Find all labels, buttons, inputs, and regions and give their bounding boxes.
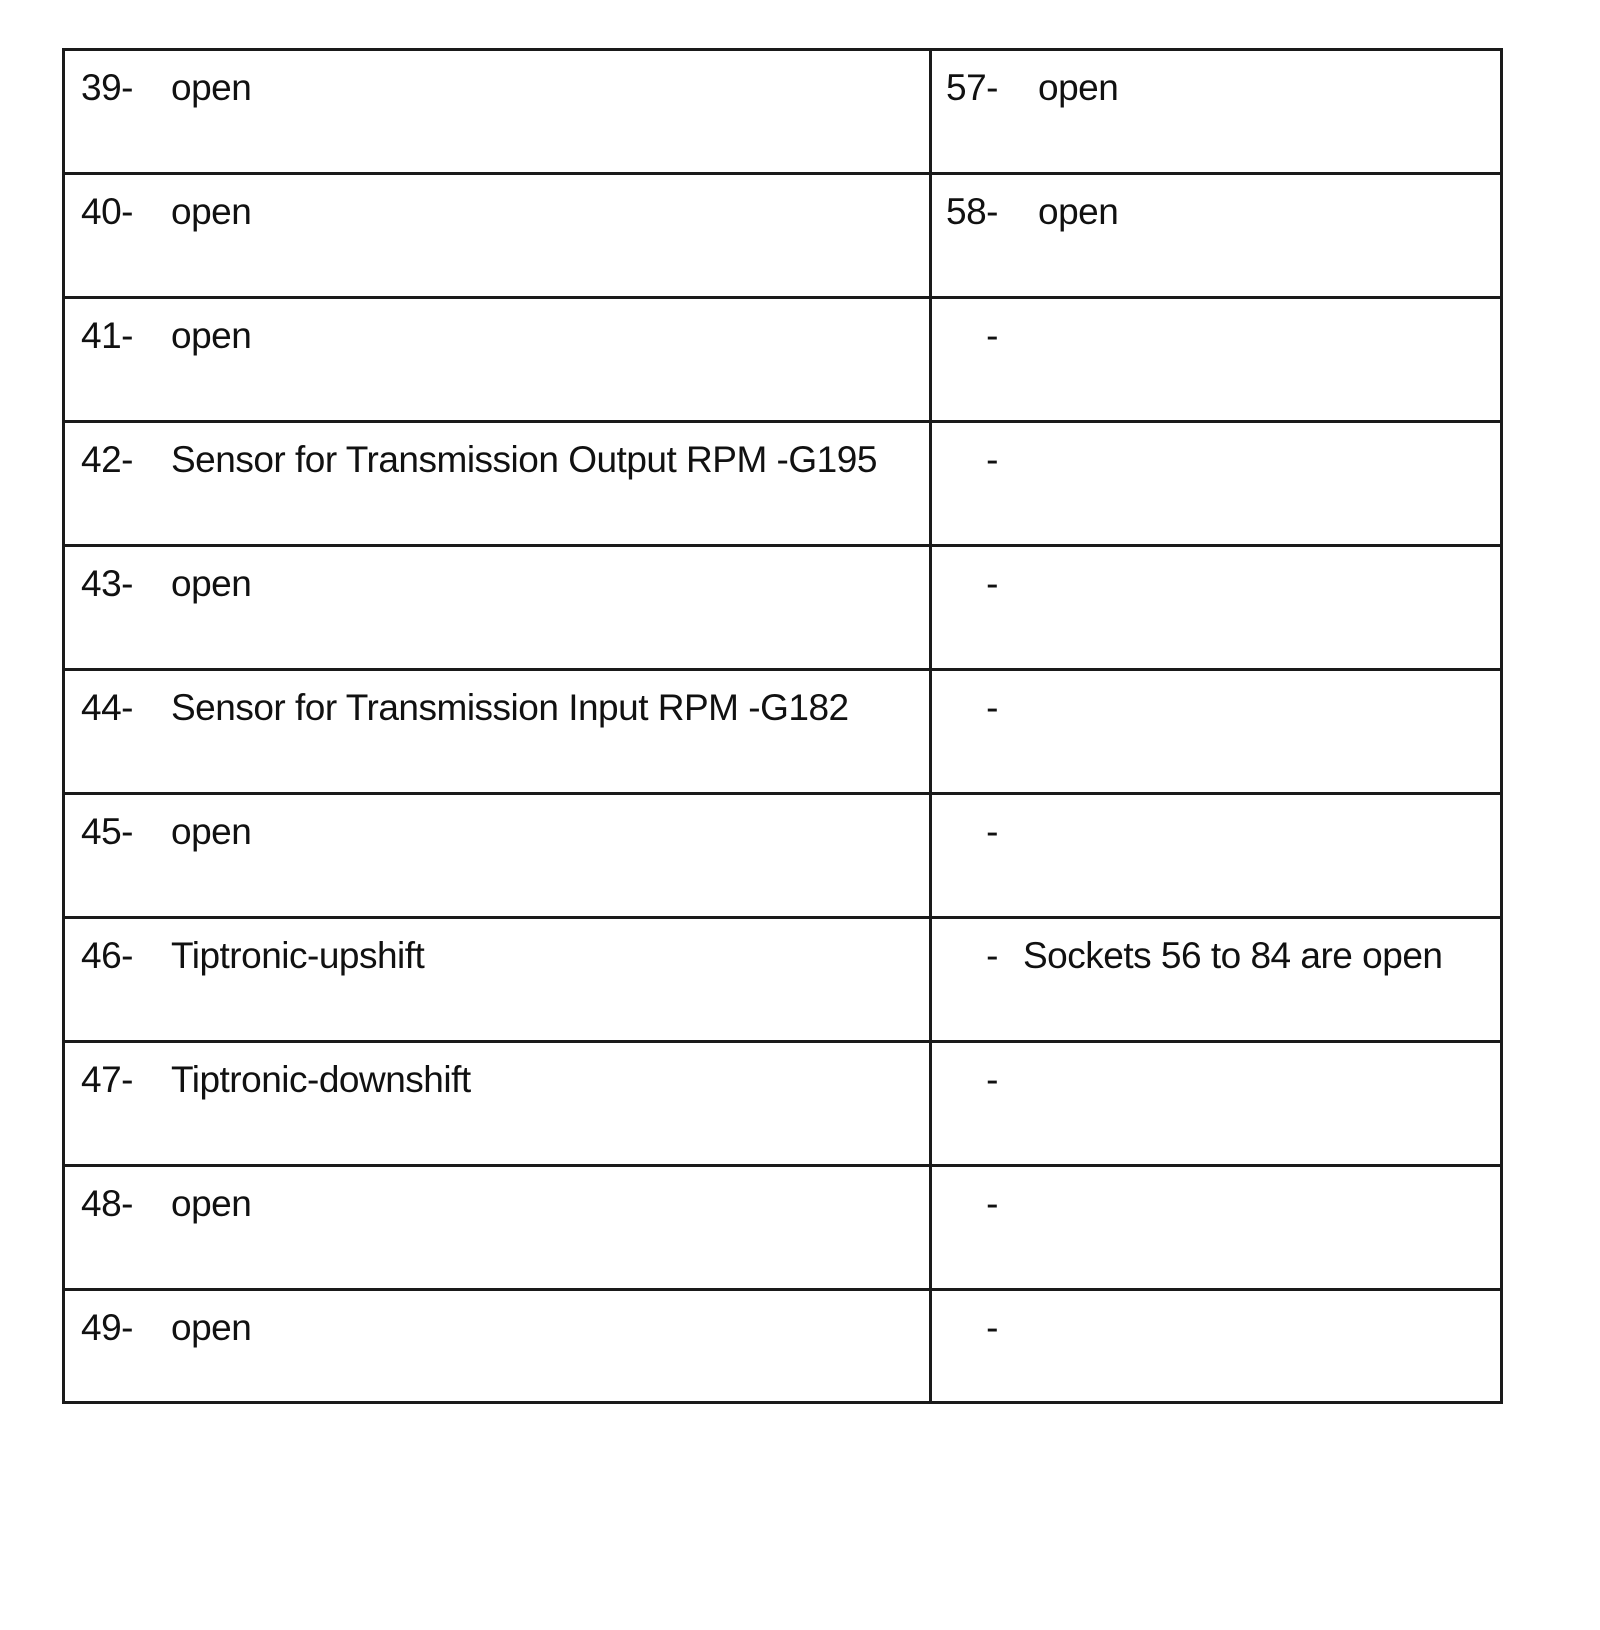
table-row xyxy=(64,1042,1502,1166)
right-cell xyxy=(931,50,1502,174)
right-cell xyxy=(931,546,1502,670)
table-row xyxy=(64,174,1502,298)
socket-description: open xyxy=(171,67,252,108)
socket-description: open xyxy=(171,563,252,604)
socket-description: Tiptronic-downshift xyxy=(171,1059,471,1100)
left-cell xyxy=(64,1042,931,1166)
right-cell xyxy=(931,670,1502,794)
socket-number: 47- xyxy=(81,1059,133,1100)
left-cell xyxy=(64,670,931,794)
right-cell xyxy=(931,422,1502,546)
socket-number: 57- xyxy=(946,67,998,108)
left-cell xyxy=(64,1166,931,1290)
socket-number: 39- xyxy=(81,67,133,108)
socket-description: open xyxy=(171,315,252,356)
left-cell xyxy=(64,918,931,1042)
right-cell xyxy=(931,174,1502,298)
socket-number: 44- xyxy=(81,687,133,728)
socket-number: - xyxy=(986,1307,998,1348)
socket-number: - xyxy=(986,935,998,976)
socket-description: open xyxy=(171,1183,252,1224)
socket-description: Sensor for Transmission Input RPM -G182 xyxy=(171,687,849,728)
right-cell xyxy=(931,1166,1502,1290)
socket-description: open xyxy=(1038,67,1119,108)
left-cell xyxy=(64,1290,931,1403)
socket-description: Tiptronic-upshift xyxy=(171,935,425,976)
socket-number: - xyxy=(986,1059,998,1100)
socket-number: 46- xyxy=(81,935,133,976)
socket-number: 58- xyxy=(946,191,998,232)
socket-number: 41- xyxy=(81,315,133,356)
left-cell xyxy=(64,546,931,670)
socket-number: - xyxy=(986,315,998,356)
socket-number: - xyxy=(986,1183,998,1224)
table-row xyxy=(64,1166,1502,1290)
left-cell xyxy=(64,298,931,422)
socket-number: 45- xyxy=(81,811,133,852)
socket-number: 40- xyxy=(81,191,133,232)
socket-assignment-table xyxy=(62,48,1503,1404)
table-row xyxy=(64,546,1502,670)
socket-description: Sensor for Transmission Output RPM -G195 xyxy=(171,439,877,480)
right-cell xyxy=(931,918,1502,1042)
left-cell xyxy=(64,50,931,174)
right-cell xyxy=(931,794,1502,918)
socket-description: open xyxy=(171,1307,252,1348)
left-cell xyxy=(64,174,931,298)
socket-number: - xyxy=(986,811,998,852)
socket-description: open xyxy=(171,811,252,852)
socket-number: 43- xyxy=(81,563,133,604)
table-row xyxy=(64,794,1502,918)
table-row xyxy=(64,918,1502,1042)
socket-number: 42- xyxy=(81,439,133,480)
table-row xyxy=(64,1290,1502,1403)
left-cell xyxy=(64,422,931,546)
table-row xyxy=(64,422,1502,546)
table-row xyxy=(64,298,1502,422)
socket-description: open xyxy=(171,191,252,232)
socket-description: open xyxy=(1038,191,1119,232)
socket-number: - xyxy=(986,563,998,604)
socket-description: Sockets 56 to 84 are open xyxy=(1023,935,1443,976)
right-cell xyxy=(931,1290,1502,1403)
right-cell xyxy=(931,1042,1502,1166)
document-page xyxy=(62,48,1500,1404)
socket-number: - xyxy=(986,439,998,480)
table-row xyxy=(64,670,1502,794)
left-cell xyxy=(64,794,931,918)
table-row xyxy=(64,50,1502,174)
socket-number: - xyxy=(986,687,998,728)
right-cell xyxy=(931,298,1502,422)
socket-number: 49- xyxy=(81,1307,133,1348)
socket-number: 48- xyxy=(81,1183,133,1224)
